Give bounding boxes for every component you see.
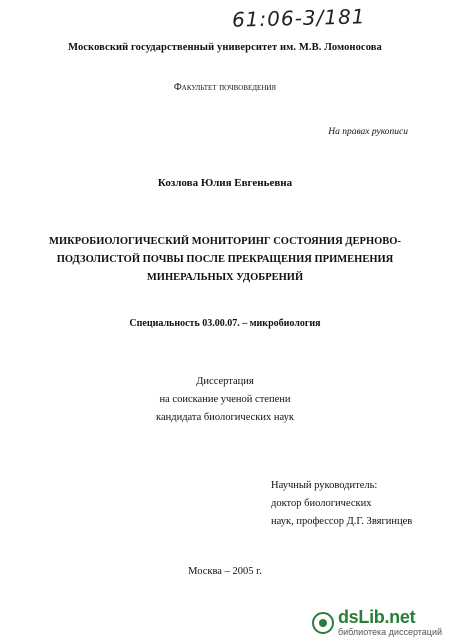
university-name: Московский государственный университет им. М.В. Ломоносова [68, 42, 382, 53]
degree-line: Диссертация [196, 376, 254, 387]
supervisor-line: Научный руководитель: [271, 480, 378, 491]
dissertation-title [40, 233, 410, 287]
title-line: МИНЕРАЛЬНЫХ УДОБРЕНИЙ [146, 272, 304, 283]
supervisor-block [271, 477, 412, 531]
degree-line: кандидата биологических наук [156, 412, 294, 423]
degree-line: на соискание ученой степени [159, 394, 291, 405]
handwritten-archive-code: 61:06-3/181 [231, 4, 366, 32]
title-line: ПОДЗОЛИСТОЙ ПОЧВЫ ПОСЛЕ ПРЕКРАЩЕНИЯ ПРИМЕНЕНИЯ [56, 254, 394, 265]
supervisor-line: наук, профессор Д.Г. Звягинцев [271, 516, 413, 527]
watermark-subtitle: библиотека диссертаций [337, 627, 442, 637]
title-line: МИКРОБИОЛОГИЧЕСКИЙ МОНИТОРИНГ СОСТОЯНИЯ ДЕРНОВО- [49, 236, 401, 247]
watermark-text [338, 608, 442, 637]
watermark[interactable] [312, 608, 442, 637]
degree-statement [0, 373, 450, 427]
city-year: Москва – 2005 г. [188, 566, 262, 577]
specialty: Специальность 03.00.07. – микробиология [129, 318, 321, 329]
author-name: Козлова Юлия Евгеньевна [157, 177, 293, 189]
watermark-brand[interactable]: dsLib.net [337, 607, 416, 627]
dslib-logo-icon [312, 612, 334, 634]
supervisor-line: доктор биологических [271, 498, 372, 509]
faculty-name: Факультет почвоведения [173, 82, 277, 93]
rights-note: На правах рукописи [328, 127, 408, 137]
